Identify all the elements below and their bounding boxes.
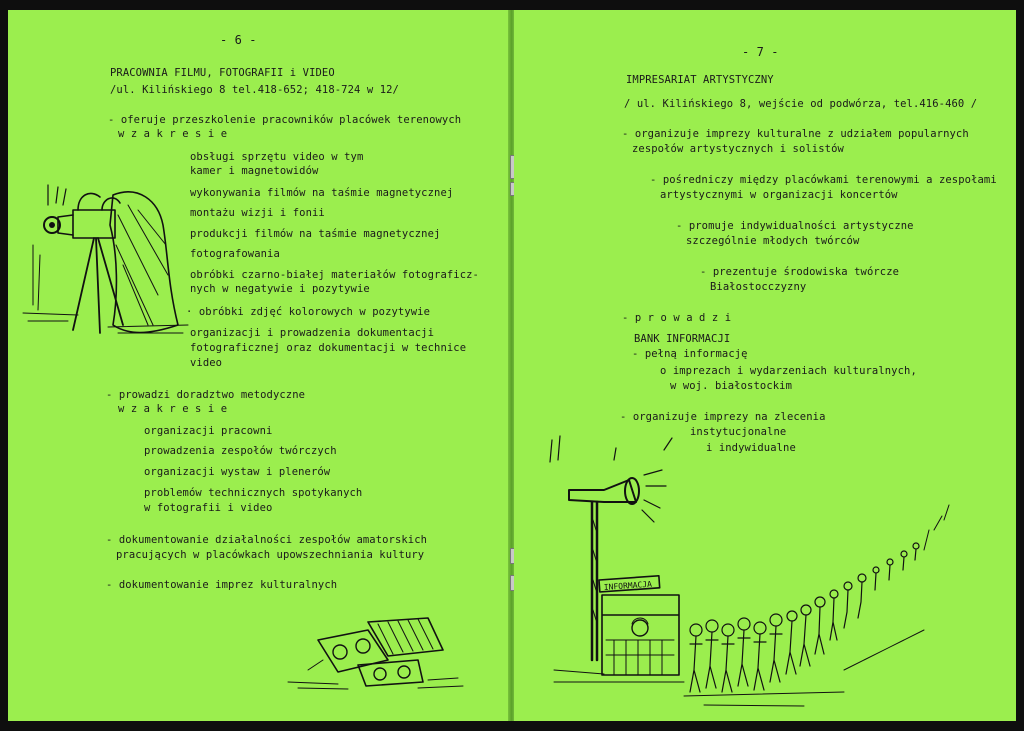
bullet1-line2: zespołów artystycznych i solistów <box>632 143 844 155</box>
section-title-impresariat: IMPRESARIAT ARTYSTYCZNY <box>626 74 774 86</box>
bank-line3: w woj. białostockim <box>670 380 793 392</box>
list-item: obsługi sprzętu video w tym <box>190 151 364 163</box>
bullet1-line1: - organizuje imprezy kulturalne z udziałem popularnych <box>622 128 969 140</box>
list-item: montażu wizji i fonii <box>190 207 325 219</box>
list-item: wykonywania filmów na taśmie magnetycznej <box>190 187 454 199</box>
section2-intro: - prowadzi doradztwo metodyczne <box>106 389 306 401</box>
page-number-left: - 6 - <box>220 33 257 47</box>
bullet4-line2: Białostocczyzny <box>710 281 807 293</box>
bullet3-line2: szczególnie młodych twórców <box>686 235 860 247</box>
list-item: prowadzenia zespołów twórczych <box>144 445 337 457</box>
list-item: kamer i magnetowidów <box>190 165 319 177</box>
list-item: produkcji filmów na taśmie magnetycznej <box>190 228 441 240</box>
left-page <box>8 10 510 721</box>
bullet5-line1: - organizuje imprezy na zlecenia <box>620 411 826 423</box>
film-camera-on-tripod-icon <box>18 175 193 350</box>
right-page <box>514 10 1016 721</box>
bank-title: BANK INFORMACJI <box>634 333 731 345</box>
list-item: organizacji pracowni <box>144 425 273 437</box>
bullet4-line1: - prezentuje środowiska twórcze <box>700 266 900 278</box>
list-item: problemów technicznych spotykanych <box>144 487 363 499</box>
bullet3-line1: - promuje indywidualności artystyczne <box>676 220 914 232</box>
section4: - dokumentowanie imprez kulturalnych <box>106 579 338 591</box>
loudspeaker-booth-queue-icon <box>544 430 984 715</box>
address-impresariat: / ul. Kilińskiego 8, wejście od podwórza, tel.416-460 / <box>624 98 978 110</box>
prowadzi-heading: - p r o w a d z i <box>622 312 732 324</box>
address-film: /ul. Kilińskiego 8 tel.418-652; 418-724 w 12/ <box>110 84 399 96</box>
bank-line1: - pełną informację <box>632 348 748 360</box>
section3-line2: pracujących w placówkach upowszechniania kultury <box>116 549 425 561</box>
section2-scope: w z a k r e s i e <box>118 403 228 415</box>
list-item: fotografowania <box>190 248 280 260</box>
bullet5-line2: instytucjonalne <box>690 426 787 438</box>
bullet2-line1: - pośredniczy między placówkami terenowymi a zespołami <box>650 174 997 186</box>
list-item: obróbki czarno-białej materiałów fotograficz- <box>190 269 479 281</box>
list-item: fotograficznej oraz dokumentacji w technice <box>190 342 467 354</box>
page-number-right: - 7 - <box>742 45 779 59</box>
list-item: nych w negatywie i pozytywie <box>190 283 370 295</box>
list-item: video <box>190 357 223 369</box>
list-item: organizacji i prowadzenia dokumentacji <box>190 327 435 339</box>
section1-intro: - oferuje przeszkolenie pracowników placówek terenowych <box>108 114 462 126</box>
section3-line1: - dokumentowanie działalności zespołów amatorskich <box>106 534 428 546</box>
section-title-film: PRACOWNIA FILMU, FOTOGRAFII i VIDEO <box>110 67 335 79</box>
bullet2-line2: artystycznymi w organizacji koncertów <box>660 189 898 201</box>
bullet5-line3: i indywidualne <box>706 442 796 454</box>
film-reels-icon <box>278 610 468 695</box>
section1-scope: w z a k r e s i e <box>118 128 228 140</box>
list-item: organizacji wystaw i plenerów <box>144 466 331 478</box>
bank-line2: o imprezach i wydarzeniach kulturalnych, <box>660 365 917 377</box>
booth-sign: INFORMACJA <box>603 579 653 592</box>
list-item: w fotografii i video <box>144 502 273 514</box>
list-item: · obróbki zdjęć kolorowych w pozytywie <box>186 306 431 318</box>
